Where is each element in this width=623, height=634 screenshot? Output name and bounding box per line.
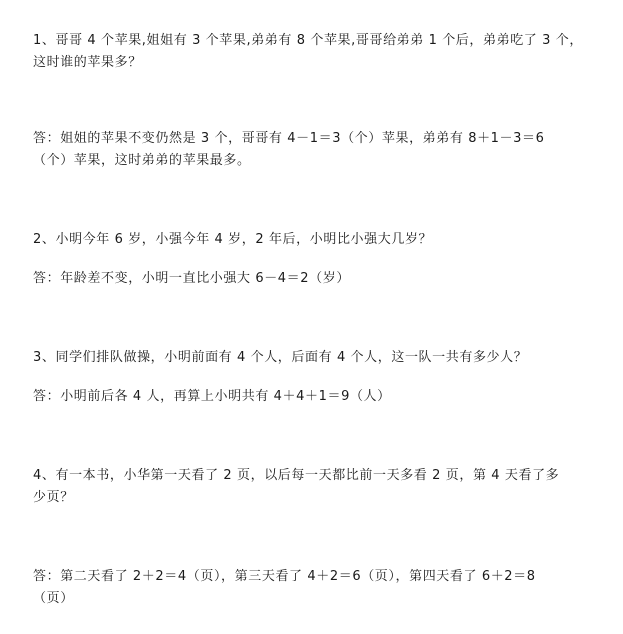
- question-3-line-1: 3、同学们排队做操，小明前面有 4 个人，后面有 4 个人，这一队一共有多少人？: [33, 350, 528, 365]
- answer-4-line-2: （页）: [33, 591, 74, 606]
- answer-1-line-2: （个）苹果，这时弟弟的苹果最多。: [33, 153, 251, 168]
- answer-4-line-1: 答：第二天看了 2＋2＝4（页），第三天看了 4＋2＝6（页），第四天看了 6＋2＝8: [33, 569, 536, 584]
- question-1-line-1: 1、哥哥 4 个苹果,姐姐有 3 个苹果,弟弟有 8 个苹果,哥哥给弟弟 1 个后，弟弟吃了 3 个，: [33, 33, 583, 48]
- answer-3-line-1: 答：小明前后各 4 人，再算上小明共有 4＋4＋1＝9（人）: [33, 389, 391, 404]
- answer-2-line-1: 答：年龄差不变，小明一直比小强大 6－4＝2（岁）: [33, 271, 350, 286]
- question-4-line-2: 少页？: [33, 490, 74, 505]
- question-4-line-1: 4、有一本书，小华第一天看了 2 页，以后每一天都比前一天多看 2 页，第 4 天看了多: [33, 468, 560, 483]
- answer-1-line-1: 答：姐姐的苹果不变仍然是 3 个，哥哥有 4－1＝3（个）苹果，弟弟有 8＋1－3＝6: [33, 131, 545, 146]
- question-1-line-2: 这时谁的苹果多？: [33, 55, 142, 70]
- question-2-line-1: 2、小明今年 6 岁，小强今年 4 岁，2 年后，小明比小强大几岁？: [33, 232, 433, 247]
